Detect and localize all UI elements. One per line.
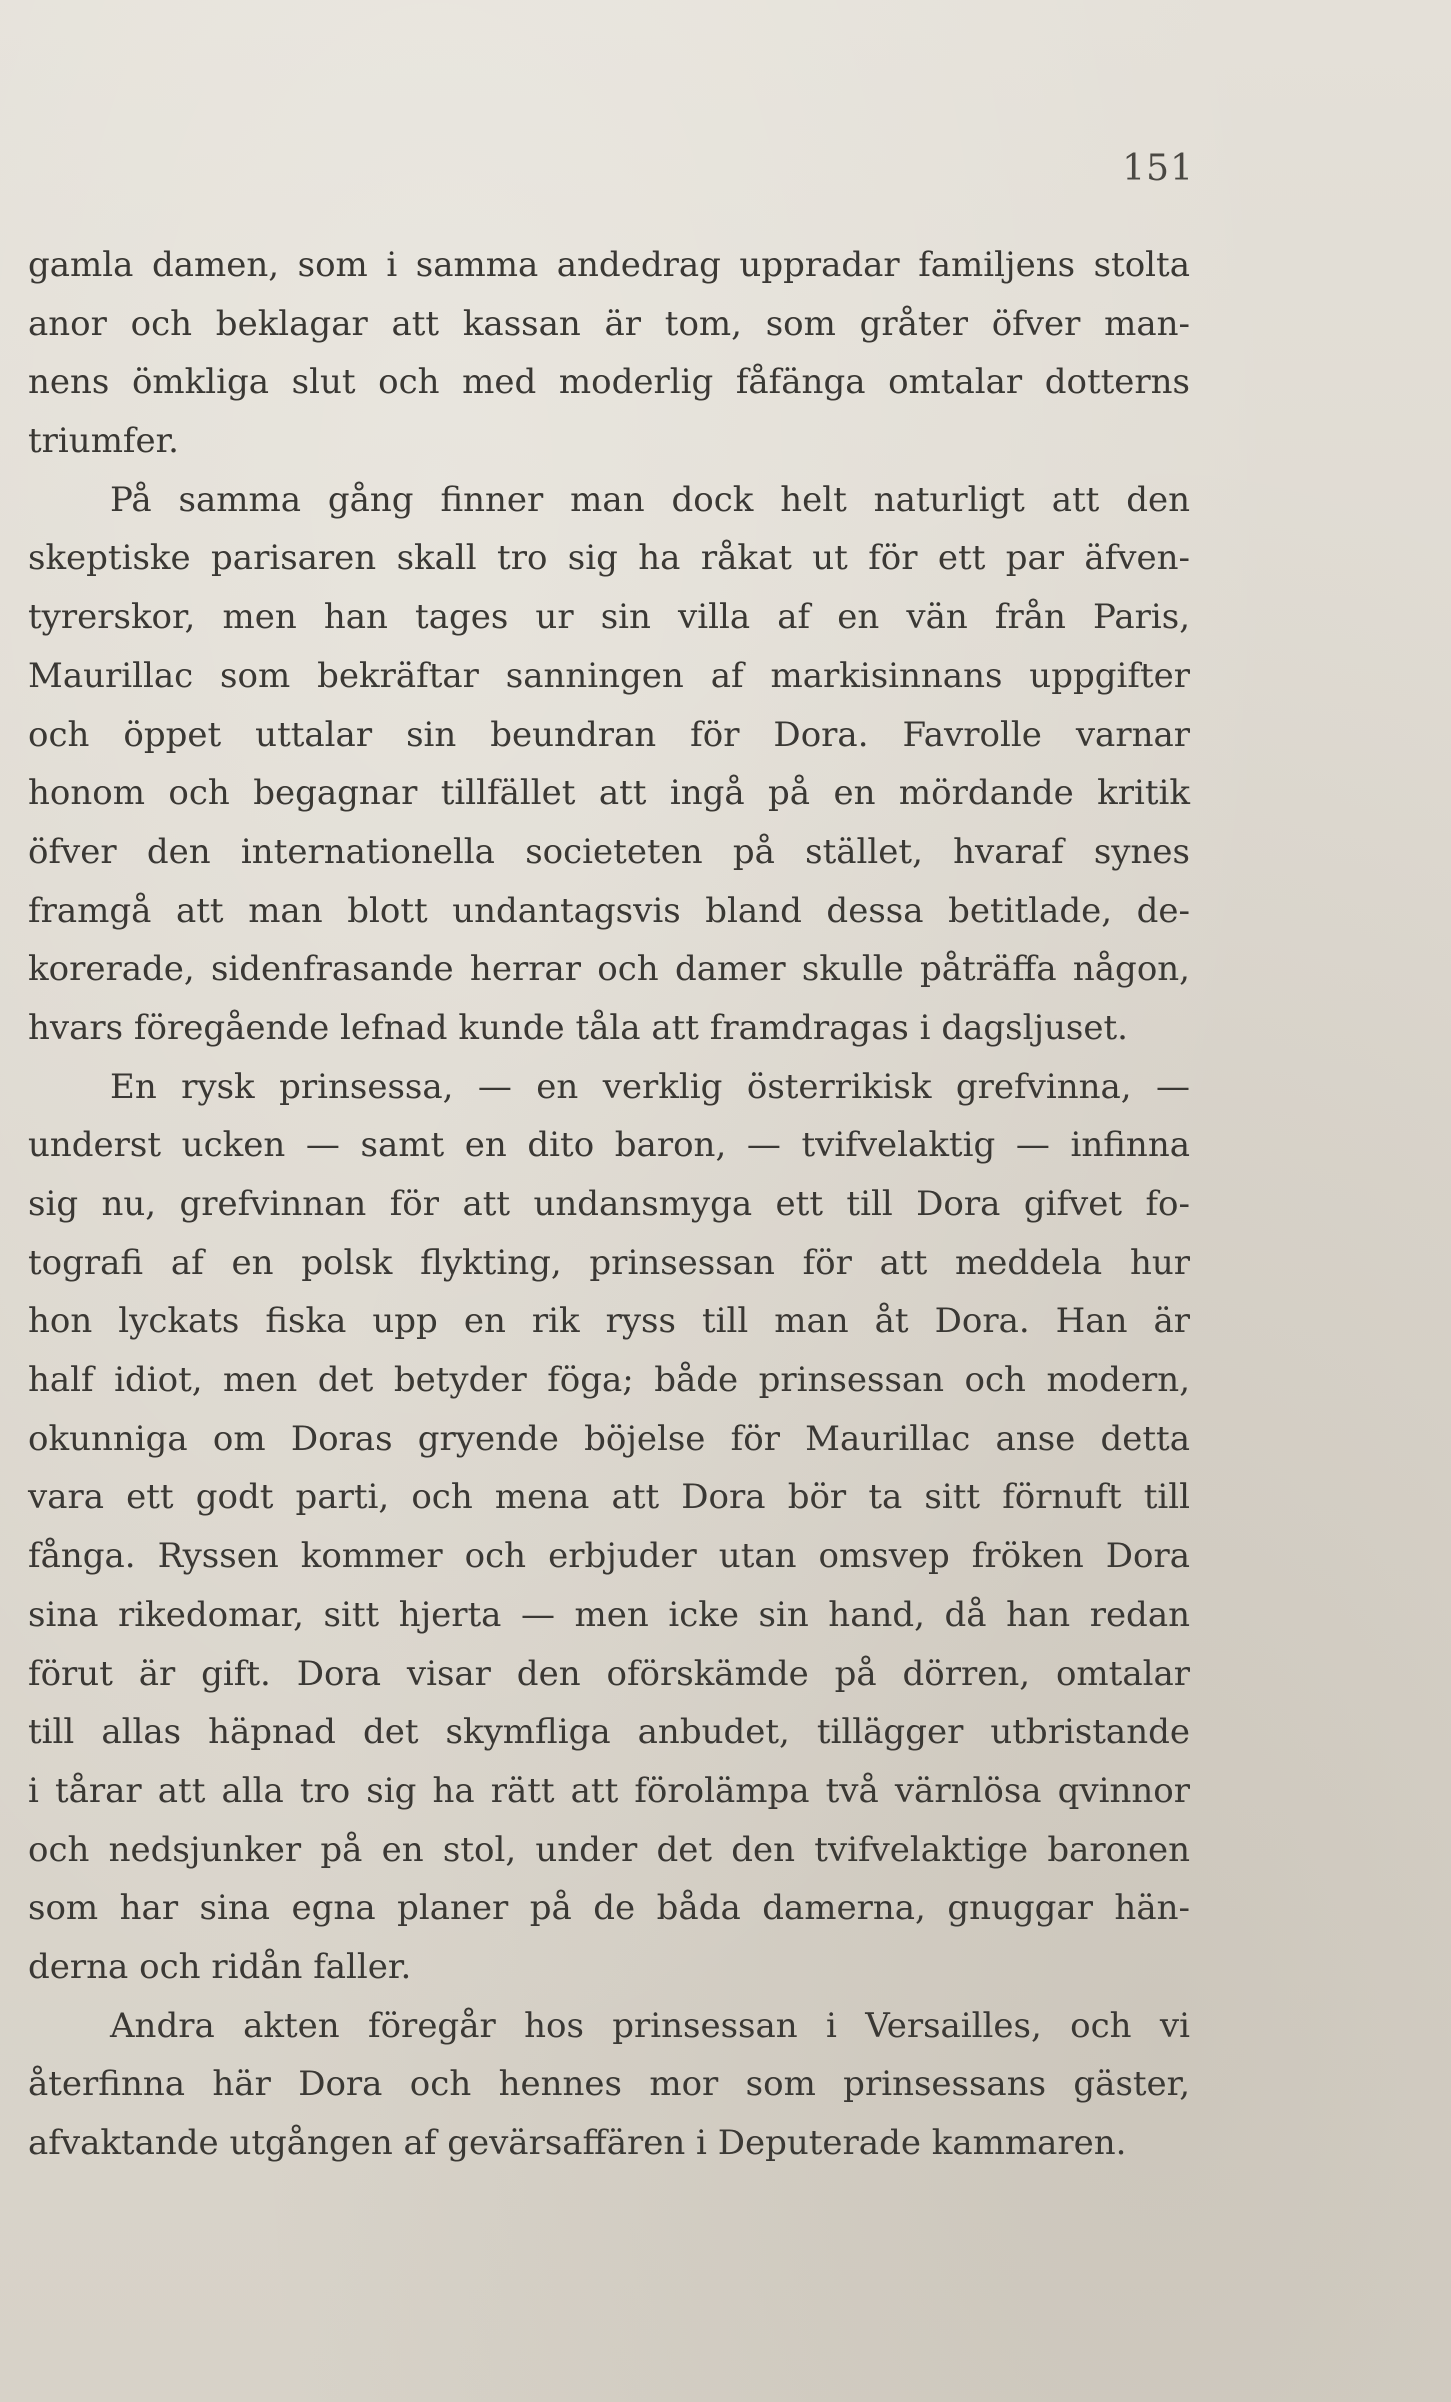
text-line: förut är gift. Dora visar den oförskämde på dörren, omtalar bbox=[28, 1653, 1190, 1694]
text-line: derna och ridån faller. bbox=[28, 1946, 412, 1987]
paragraph bbox=[28, 471, 1190, 1058]
text-line: korerade, sidenfrasande herrar och damer skulle påträffa någon, bbox=[28, 949, 1190, 990]
text-line: sina rikedomar, sitt hjerta — men icke sin hand, då han redan bbox=[28, 1594, 1190, 1635]
text-line: afvaktande utgången af gevärsaffären i Deputerade kammaren. bbox=[28, 2123, 1127, 2163]
page-number: 151 bbox=[1122, 148, 1194, 189]
text-line: gamla damen, som i samma andedrag uppradar familjens stolta bbox=[28, 245, 1190, 285]
text-line: tyrerskor, men han tages ur sin villa af en vän från Paris, bbox=[28, 597, 1190, 638]
text-line: half idiot, men det betyder föga; både prinsessan och modern, bbox=[28, 1360, 1190, 1401]
text-line: som har sina egna planer på de båda damerna, gnuggar hän- bbox=[28, 1888, 1190, 1929]
text-line: återfinna här Dora och hennes mor som prinsessans gäster, bbox=[28, 2064, 1190, 2105]
text-line: okunniga om Doras gryende böjelse för Maurillac anse detta bbox=[28, 1418, 1190, 1459]
text-line: öfver den internationella societeten på stället, hvaraf synes bbox=[28, 831, 1190, 872]
text-line: underst ucken — samt en dito baron, — tvifvelaktig — infinna bbox=[28, 1125, 1190, 1166]
text-line: framgå att man blott undantagsvis bland dessa betitlade, de- bbox=[28, 890, 1190, 931]
text-line: nens ömkliga slut och med moderlig fåfänga omtalar dotterns bbox=[28, 362, 1190, 403]
text-line: i tårar att alla tro sig ha rätt att förolämpa två värnlösa qvinnor bbox=[28, 1770, 1190, 1811]
text-line: vara ett godt parti, och mena att Dora bör ta sitt förnuft till bbox=[28, 1477, 1190, 1518]
paragraph bbox=[28, 1058, 1190, 1997]
text-line: Maurillac som bekräftar sanningen af markisinnans uppgifter bbox=[28, 655, 1190, 696]
text-line: anor och beklagar att kassan är tom, som gråter öfver man- bbox=[28, 303, 1190, 344]
text-line: honom och begagnar tillfället att ingå på en mördande kritik bbox=[28, 773, 1190, 814]
paragraph bbox=[28, 1997, 1190, 2173]
text-line: skeptiske parisaren skall tro sig ha råkat ut för ett par äfven- bbox=[28, 538, 1190, 579]
text-line: till allas häpnad det skymfliga anbudet, tillägger utbristande bbox=[28, 1712, 1190, 1753]
text-line: Andra akten föregår hos prinsessan i Versailles, och vi bbox=[110, 2005, 1190, 2046]
paragraph bbox=[28, 236, 1190, 471]
text-line: och nedsjunker på en stol, under det den tvifvelaktige baronen bbox=[28, 1829, 1190, 1870]
text-line: hvars föregående lefnad kunde tåla att framdragas i dagsljuset. bbox=[28, 1007, 1128, 1048]
text-line: En rysk prinsessa, — en verklig österrikisk grefvinna, — bbox=[110, 1066, 1190, 1107]
text-line: tografi af en polsk flykting, prinsessan för att meddela hur bbox=[28, 1242, 1190, 1283]
text-line: På samma gång finner man dock helt naturligt att den bbox=[110, 479, 1190, 520]
text-line: triumfer. bbox=[28, 421, 179, 462]
text-body bbox=[28, 236, 1190, 2173]
text-line: hon lyckats fiska upp en rik ryss till man åt Dora. Han är bbox=[28, 1301, 1190, 1342]
text-line: sig nu, grefvinnan för att undansmyga ett till Dora gifvet fo- bbox=[28, 1184, 1190, 1224]
text-line: fånga. Ryssen kommer och erbjuder utan omsvep fröken Dora bbox=[28, 1536, 1190, 1577]
text-line: och öppet uttalar sin beundran för Dora. Favrolle varnar bbox=[28, 714, 1190, 755]
